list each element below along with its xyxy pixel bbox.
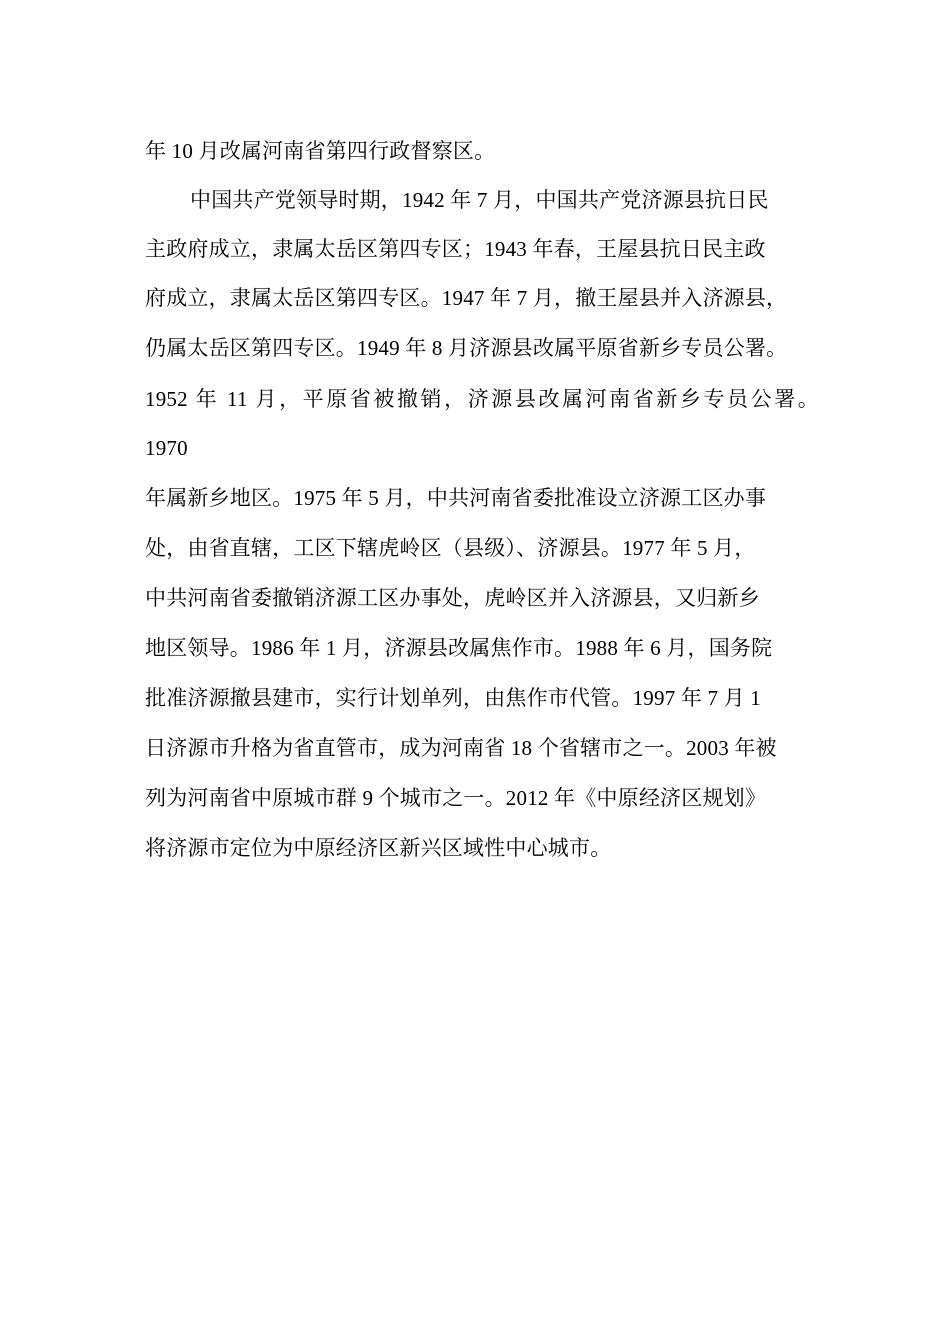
text-line-1: 年 10 月改属河南省第四行政督察区。: [145, 139, 496, 163]
text-line-5: 仍属太岳区第四专区。1949 年 8 月济源县改属平原省新乡专员公署。: [145, 336, 788, 360]
text-line-14: 列为河南省中原城市群 9 个城市之一。2012 年《中原经济区规划》: [145, 786, 767, 810]
text-line-8: 年属新乡地区。1975 年 5 月，中共河南省委批准设立济源工区办事: [145, 486, 767, 510]
text-line-4: 府成立，隶属太岳区第四专区。1947 年 7 月，撤王屋县并入济源县，: [145, 286, 788, 310]
text-line-9: 处，由省直辖，工区下辖虎岭区（县级）、济源县。1977 年 5 月，: [145, 536, 756, 560]
text-line-3: 主政府成立，隶属太岳区第四专区；1943 年春，王屋县抗日民主政: [145, 237, 766, 261]
text-line-6: 1952 年 11 月，平原省被撤销，济源县改属河南省新乡专员公署。: [145, 387, 819, 411]
text-line-11: 地区领导。1986 年 1 月，济源县改属焦作市。1988 年 6 月，国务院: [145, 636, 773, 660]
text-line-15: 将济源市定位为中原经济区新兴区域性中心城市。: [145, 836, 612, 860]
text-line-2: 中国共产党领导时期，1942 年 7 月，中国共产党济源县抗日民: [190, 188, 769, 212]
text-line-10: 中共河南省委撤销济源工区办事处，虎岭区并入济源县，又归新乡: [145, 586, 760, 610]
text-line-7: 1970: [145, 436, 188, 460]
text-line-12: 批准济源撤县建市，实行计划单列，由焦作市代管。1997 年 7 月 1: [145, 686, 761, 710]
text-line-13: 日济源市升格为省直管市，成为河南省 18 个省辖市之一。2003 年被: [145, 736, 777, 760]
